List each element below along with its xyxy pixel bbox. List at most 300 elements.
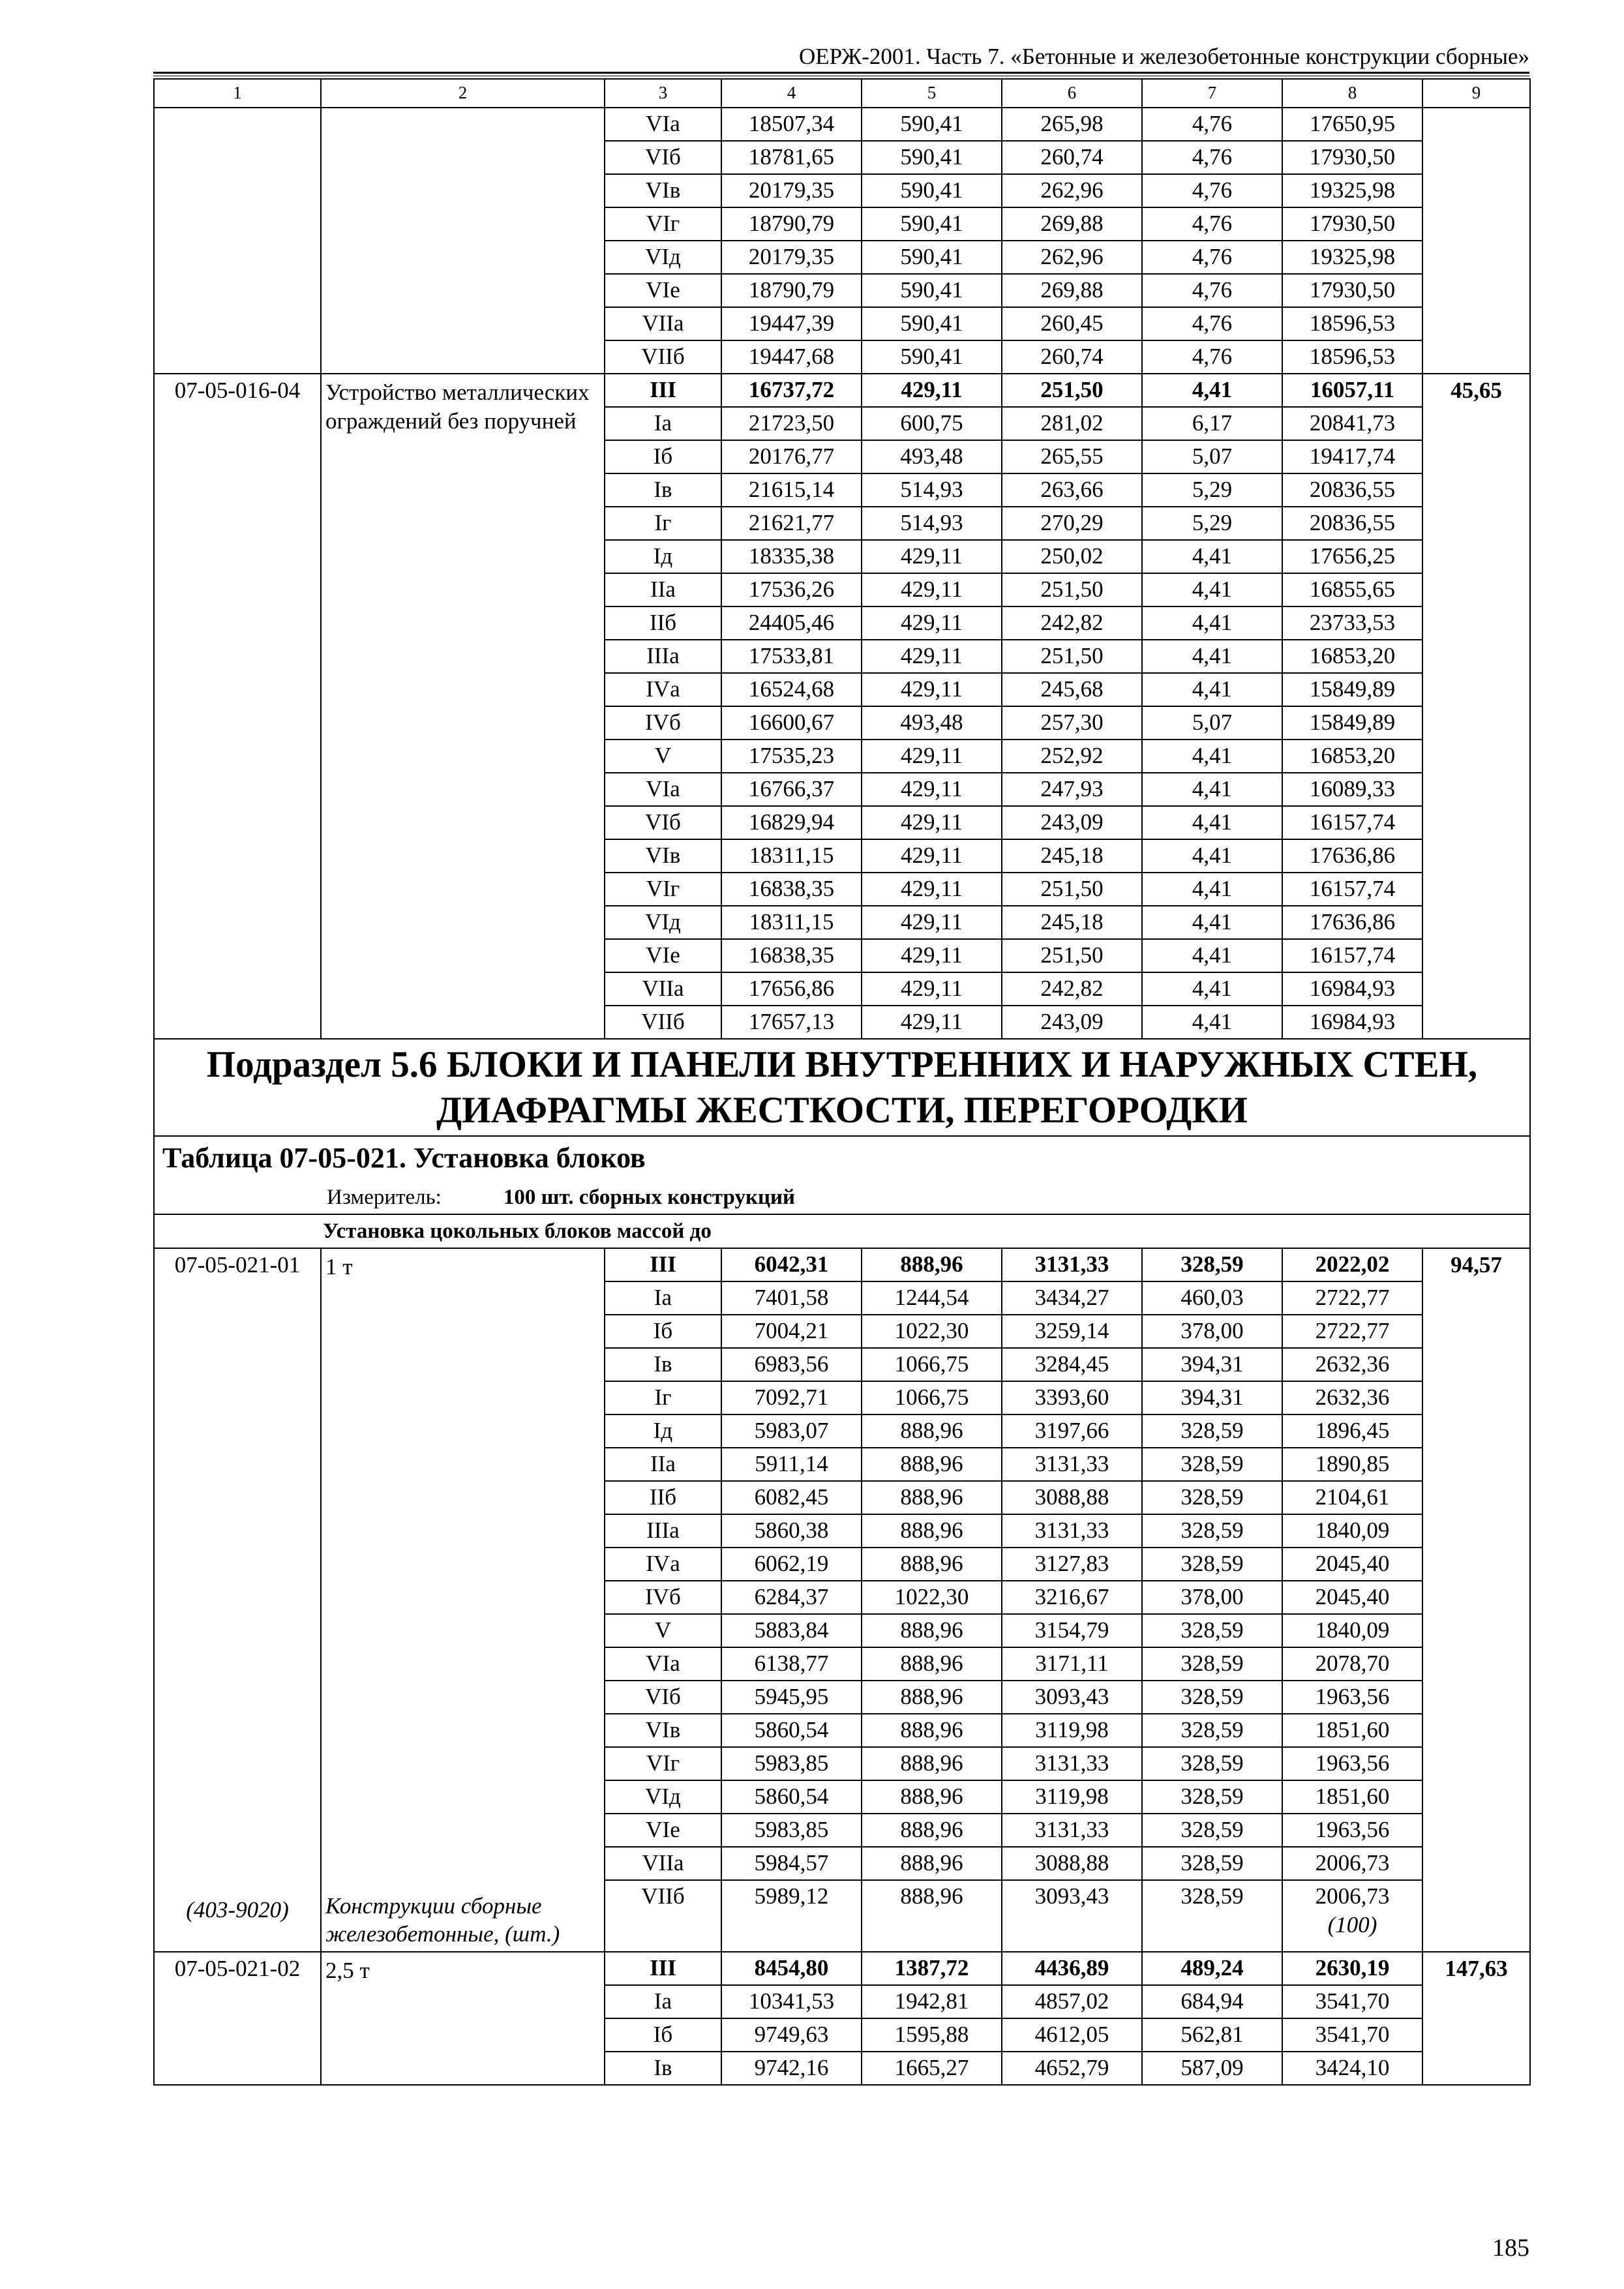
- value-cell: 15849,89: [1282, 673, 1422, 706]
- value-cell: 6284,37: [721, 1581, 862, 1614]
- value-cell: 16829,94: [721, 806, 862, 839]
- value-cell: 5983,85: [721, 1814, 862, 1847]
- value-cell: 3131,33: [1002, 1814, 1142, 1847]
- value-cell: 4,76: [1142, 307, 1282, 340]
- value-cell: 18507,34: [721, 108, 862, 141]
- value-cell: 888,96: [862, 1681, 1002, 1714]
- value-cell: 4,41: [1142, 573, 1282, 606]
- value-cell: 6042,31: [721, 1248, 862, 1281]
- value-cell: 1066,75: [862, 1348, 1002, 1381]
- zone-cell: III: [605, 374, 721, 407]
- value-cell: 8454,80: [721, 1952, 862, 1985]
- value-cell: 5,29: [1142, 473, 1282, 507]
- value-cell: 10341,53: [721, 1985, 862, 2018]
- resource-qty: (100): [1282, 1913, 1422, 1952]
- value-cell: 19325,98: [1282, 174, 1422, 207]
- value-cell: 378,00: [1142, 1315, 1282, 1348]
- value-cell: 888,96: [862, 1714, 1002, 1747]
- value-cell: 394,31: [1142, 1348, 1282, 1381]
- value-cell: 1942,81: [862, 1985, 1002, 2018]
- zone-cell: VIб: [605, 806, 721, 839]
- zone-cell: IVб: [605, 1581, 721, 1614]
- value-cell: 888,96: [862, 1780, 1002, 1814]
- zone-cell: V: [605, 1614, 721, 1647]
- value-cell: 5860,54: [721, 1714, 862, 1747]
- value-cell: 328,59: [1142, 1514, 1282, 1548]
- value-cell: 429,11: [862, 374, 1002, 407]
- value-cell: 429,11: [862, 1006, 1002, 1039]
- value-cell: 17657,13: [721, 1006, 862, 1039]
- value-cell: 429,11: [862, 540, 1002, 573]
- zone-cell: VIд: [605, 241, 721, 274]
- value-cell: 242,82: [1002, 606, 1142, 640]
- labor-cell: [1422, 108, 1530, 374]
- value-cell: 17636,86: [1282, 839, 1422, 873]
- value-cell: 17930,50: [1282, 274, 1422, 307]
- value-cell: 1022,30: [862, 1315, 1002, 1348]
- value-cell: 260,45: [1002, 307, 1142, 340]
- zone-cell: IIб: [605, 1481, 721, 1514]
- value-cell: 493,48: [862, 440, 1002, 473]
- value-cell: 6983,56: [721, 1348, 862, 1381]
- value-cell: 269,88: [1002, 274, 1142, 307]
- value-cell: 18781,65: [721, 141, 862, 174]
- value-cell: 265,55: [1002, 440, 1142, 473]
- zone-cell: Iд: [605, 540, 721, 573]
- zone-cell: VIIа: [605, 1847, 721, 1880]
- value-cell: 3088,88: [1002, 1847, 1142, 1880]
- value-cell: 1851,60: [1282, 1780, 1422, 1814]
- value-cell: 4,41: [1142, 873, 1282, 906]
- value-cell: 257,30: [1002, 706, 1142, 740]
- value-cell: 590,41: [862, 207, 1002, 241]
- zone-cell: IVа: [605, 673, 721, 706]
- value-cell: 1665,27: [862, 2052, 1002, 2085]
- value-cell: 4,41: [1142, 939, 1282, 972]
- zone-cell: VIб: [605, 1681, 721, 1714]
- value-cell: 247,93: [1002, 773, 1142, 806]
- zone-cell: VIа: [605, 1647, 721, 1681]
- value-cell: 460,03: [1142, 1281, 1282, 1315]
- value-cell: 4,76: [1142, 340, 1282, 374]
- column-number: 8: [1282, 79, 1422, 108]
- table-title-row: [154, 1136, 1530, 1180]
- value-cell: 4612,05: [1002, 2018, 1142, 2052]
- group-name: Установка цокольных блоков массой до: [154, 1214, 1530, 1248]
- value-cell: 888,96: [862, 1448, 1002, 1481]
- empty-cell: [605, 1913, 721, 1952]
- column-number: 2: [321, 79, 605, 108]
- zone-cell: VIв: [605, 839, 721, 873]
- value-cell: 18596,53: [1282, 340, 1422, 374]
- item-labor: 94,57: [1422, 1248, 1530, 1952]
- value-cell: 4,76: [1142, 241, 1282, 274]
- value-cell: 888,96: [862, 1514, 1002, 1548]
- zone-cell: Iб: [605, 440, 721, 473]
- value-cell: 4,76: [1142, 141, 1282, 174]
- value-cell: 328,59: [1142, 1414, 1282, 1448]
- item-labor: 45,65: [1422, 374, 1530, 1039]
- value-cell: 2632,36: [1282, 1381, 1422, 1414]
- value-cell: 20841,73: [1282, 407, 1422, 440]
- value-cell: 19325,98: [1282, 241, 1422, 274]
- value-cell: 245,18: [1002, 839, 1142, 873]
- value-cell: 4436,89: [1002, 1952, 1142, 1985]
- value-cell: 5983,85: [721, 1747, 862, 1780]
- zone-cell: IIа: [605, 573, 721, 606]
- value-cell: 3119,98: [1002, 1714, 1142, 1747]
- value-cell: 2632,36: [1282, 1348, 1422, 1381]
- value-cell: 3131,33: [1002, 1248, 1142, 1281]
- value-cell: 3259,14: [1002, 1315, 1142, 1348]
- value-cell: 590,41: [862, 174, 1002, 207]
- value-cell: 243,09: [1002, 806, 1142, 839]
- code-cell: [154, 108, 321, 374]
- value-cell: 18311,15: [721, 906, 862, 939]
- value-cell: 3131,33: [1002, 1747, 1142, 1780]
- value-cell: 17533,81: [721, 640, 862, 673]
- zone-cell: VIIб: [605, 1006, 721, 1039]
- value-cell: 3093,43: [1002, 1880, 1142, 1913]
- table-title: Таблица 07-05-021. Установка блоков: [154, 1136, 1530, 1180]
- value-cell: 6062,19: [721, 1548, 862, 1581]
- item-name: 1 т: [321, 1248, 605, 1880]
- value-cell: 2630,19: [1282, 1952, 1422, 1985]
- value-cell: 242,82: [1002, 972, 1142, 1006]
- value-cell: 16157,74: [1282, 939, 1422, 972]
- resource-code: (403-9020): [154, 1880, 321, 1952]
- meter-row: [154, 1180, 1530, 1214]
- value-cell: 1840,09: [1282, 1514, 1422, 1548]
- page-header: ОЕРЖ-2001. Часть 7. «Бетонные и железобетонные конструкции сборные»: [799, 44, 1529, 69]
- value-cell: 4,41: [1142, 673, 1282, 706]
- zone-cell: IIIа: [605, 640, 721, 673]
- value-cell: 6082,45: [721, 1481, 862, 1514]
- zone-cell: Iг: [605, 1381, 721, 1414]
- zone-cell: Iв: [605, 2052, 721, 2085]
- meter-label: Измеритель:: [327, 1185, 442, 1209]
- zone-cell: VIа: [605, 773, 721, 806]
- zone-cell: VIа: [605, 108, 721, 141]
- value-cell: 4,41: [1142, 374, 1282, 407]
- value-cell: 2045,40: [1282, 1548, 1422, 1581]
- value-cell: 251,50: [1002, 374, 1142, 407]
- value-cell: 4652,79: [1002, 2052, 1142, 2085]
- value-cell: 16089,33: [1282, 773, 1422, 806]
- value-cell: 888,96: [862, 1248, 1002, 1281]
- value-cell: 9749,63: [721, 2018, 862, 2052]
- value-cell: 1963,56: [1282, 1814, 1422, 1847]
- value-cell: 281,02: [1002, 407, 1142, 440]
- zone-cell: Iд: [605, 1414, 721, 1448]
- item-name: Устройство металлических ограждений без поручней: [321, 374, 605, 1039]
- value-cell: 2722,77: [1282, 1315, 1422, 1348]
- value-cell: 3541,70: [1282, 2018, 1422, 2052]
- value-cell: 4,76: [1142, 207, 1282, 241]
- value-cell: 1595,88: [862, 2018, 1002, 2052]
- zone-cell: VIд: [605, 1780, 721, 1814]
- value-cell: 590,41: [862, 307, 1002, 340]
- value-cell: 5,29: [1142, 507, 1282, 540]
- item-main-row: [154, 374, 1530, 407]
- value-cell: 20176,77: [721, 440, 862, 473]
- value-cell: 4,41: [1142, 972, 1282, 1006]
- value-cell: 17930,50: [1282, 141, 1422, 174]
- value-cell: 16766,37: [721, 773, 862, 806]
- value-cell: 5860,54: [721, 1780, 862, 1814]
- zone-cell: IIIа: [605, 1514, 721, 1548]
- column-number: 6: [1002, 79, 1142, 108]
- value-cell: 24405,46: [721, 606, 862, 640]
- column-number: 7: [1142, 79, 1282, 108]
- value-cell: 9742,16: [721, 2052, 862, 2085]
- value-cell: 590,41: [862, 274, 1002, 307]
- value-cell: 4,41: [1142, 806, 1282, 839]
- value-cell: 4,41: [1142, 906, 1282, 939]
- value-cell: 5945,95: [721, 1681, 862, 1714]
- value-cell: 20179,35: [721, 174, 862, 207]
- value-cell: 328,59: [1142, 1681, 1282, 1714]
- value-cell: 429,11: [862, 873, 1002, 906]
- value-cell: 1022,30: [862, 1581, 1002, 1614]
- value-cell: 262,96: [1002, 174, 1142, 207]
- zone-cell: VIв: [605, 174, 721, 207]
- column-number: 3: [605, 79, 721, 108]
- value-cell: 19447,39: [721, 307, 862, 340]
- column-number: 5: [862, 79, 1002, 108]
- value-cell: 251,50: [1002, 873, 1142, 906]
- value-cell: 3216,67: [1002, 1581, 1142, 1614]
- value-cell: 328,59: [1142, 1614, 1282, 1647]
- zone-cell: VIг: [605, 873, 721, 906]
- value-cell: 3197,66: [1002, 1414, 1142, 1448]
- value-cell: 888,96: [862, 1747, 1002, 1780]
- empty-cell: [721, 1913, 862, 1952]
- value-cell: 3434,27: [1002, 1281, 1142, 1315]
- value-cell: 328,59: [1142, 1747, 1282, 1780]
- column-number-row: [154, 79, 1530, 108]
- value-cell: 20836,55: [1282, 507, 1422, 540]
- value-cell: 3284,45: [1002, 1348, 1142, 1381]
- value-cell: 4,76: [1142, 108, 1282, 141]
- value-cell: 15849,89: [1282, 706, 1422, 740]
- value-cell: 18311,15: [721, 839, 862, 873]
- value-cell: 888,96: [862, 1414, 1002, 1448]
- zone-cell: VIе: [605, 1814, 721, 1847]
- value-cell: 328,59: [1142, 1847, 1282, 1880]
- value-cell: 6138,77: [721, 1647, 862, 1681]
- value-cell: 1963,56: [1282, 1681, 1422, 1714]
- value-cell: 17930,50: [1282, 207, 1422, 241]
- value-cell: 1896,45: [1282, 1414, 1422, 1448]
- value-cell: 1840,09: [1282, 1614, 1422, 1647]
- value-cell: 3541,70: [1282, 1985, 1422, 2018]
- value-cell: 2006,73: [1282, 1880, 1422, 1913]
- value-cell: 6,17: [1142, 407, 1282, 440]
- zone-cell: VIIа: [605, 307, 721, 340]
- value-cell: 252,92: [1002, 740, 1142, 773]
- value-cell: 17535,23: [721, 740, 862, 773]
- zone-cell: V: [605, 740, 721, 773]
- empty-cell: [1002, 1913, 1142, 1952]
- zone-cell: IIб: [605, 606, 721, 640]
- page-number: 185: [1492, 2234, 1529, 2262]
- value-cell: 429,11: [862, 972, 1002, 1006]
- name-cell: [321, 108, 605, 374]
- column-number: 4: [721, 79, 862, 108]
- value-cell: 19417,74: [1282, 440, 1422, 473]
- item-main-row: [154, 1952, 1530, 1985]
- value-cell: 270,29: [1002, 507, 1142, 540]
- table-body: [154, 79, 1530, 2085]
- value-cell: 21723,50: [721, 407, 862, 440]
- zone-cell: VIб: [605, 141, 721, 174]
- zone-cell: VIе: [605, 939, 721, 972]
- meter-cell: [154, 1180, 1530, 1214]
- value-cell: 243,09: [1002, 1006, 1142, 1039]
- value-cell: 5984,57: [721, 1847, 862, 1880]
- value-cell: 4,41: [1142, 773, 1282, 806]
- value-cell: 4,41: [1142, 606, 1282, 640]
- value-cell: 4,76: [1142, 274, 1282, 307]
- value-cell: 7004,21: [721, 1315, 862, 1348]
- value-cell: 4857,02: [1002, 1985, 1142, 2018]
- value-cell: 251,50: [1002, 573, 1142, 606]
- value-cell: 7092,71: [721, 1381, 862, 1414]
- value-cell: 429,11: [862, 606, 1002, 640]
- value-cell: 2006,73: [1282, 1847, 1422, 1880]
- column-number: 1: [154, 79, 321, 108]
- zone-cell: Iа: [605, 407, 721, 440]
- header-rule: [153, 72, 1529, 74]
- zone-cell: IVб: [605, 706, 721, 740]
- empty-cell: [862, 1913, 1002, 1952]
- value-cell: 429,11: [862, 839, 1002, 873]
- value-cell: 590,41: [862, 241, 1002, 274]
- value-cell: 600,75: [862, 407, 1002, 440]
- value-cell: 888,96: [862, 1548, 1002, 1581]
- value-cell: 3093,43: [1002, 1681, 1142, 1714]
- value-cell: 18790,79: [721, 274, 862, 307]
- value-cell: 328,59: [1142, 1248, 1282, 1281]
- value-cell: 590,41: [862, 340, 1002, 374]
- value-cell: 16737,72: [721, 374, 862, 407]
- value-cell: 3119,98: [1002, 1780, 1142, 1814]
- value-cell: 328,59: [1142, 1548, 1282, 1581]
- value-cell: 1963,56: [1282, 1747, 1422, 1780]
- value-cell: 265,98: [1002, 108, 1142, 141]
- zone-cell: VIг: [605, 207, 721, 241]
- value-cell: 20179,35: [721, 241, 862, 274]
- item-code: 07-05-021-01: [154, 1248, 321, 1880]
- value-cell: 328,59: [1142, 1814, 1282, 1847]
- value-cell: 429,11: [862, 573, 1002, 606]
- value-cell: 16524,68: [721, 673, 862, 706]
- price-table: [153, 78, 1531, 2086]
- subsection-row: [154, 1039, 1530, 1136]
- item-code: 07-05-016-04: [154, 374, 321, 1039]
- zone-cell: VIIб: [605, 1880, 721, 1913]
- value-cell: 562,81: [1142, 2018, 1282, 2052]
- value-cell: 888,96: [862, 1814, 1002, 1847]
- value-cell: 3424,10: [1282, 2052, 1422, 2085]
- value-cell: 888,96: [862, 1481, 1002, 1514]
- value-cell: 7401,58: [721, 1281, 862, 1315]
- value-cell: 19447,68: [721, 340, 862, 374]
- value-cell: 2104,61: [1282, 1481, 1422, 1514]
- value-cell: 4,41: [1142, 640, 1282, 673]
- value-cell: 3131,33: [1002, 1514, 1142, 1548]
- value-cell: 429,11: [862, 906, 1002, 939]
- value-cell: 429,11: [862, 740, 1002, 773]
- value-cell: 514,93: [862, 473, 1002, 507]
- item-main-row: [154, 1248, 1530, 1281]
- value-cell: 16157,74: [1282, 806, 1422, 839]
- value-cell: 17636,86: [1282, 906, 1422, 939]
- value-cell: 3171,11: [1002, 1647, 1142, 1681]
- value-cell: 328,59: [1142, 1647, 1282, 1681]
- value-cell: 21621,77: [721, 507, 862, 540]
- value-cell: 16057,11: [1282, 374, 1422, 407]
- value-cell: 328,59: [1142, 1880, 1282, 1913]
- value-cell: 489,24: [1142, 1952, 1282, 1985]
- value-cell: 3088,88: [1002, 1481, 1142, 1514]
- table-row: [154, 1880, 1530, 1913]
- value-cell: 251,50: [1002, 640, 1142, 673]
- group-row: [154, 1214, 1530, 1248]
- value-cell: 328,59: [1142, 1481, 1282, 1514]
- zone-cell: VIе: [605, 274, 721, 307]
- value-cell: 23733,53: [1282, 606, 1422, 640]
- value-cell: 5911,14: [721, 1448, 862, 1481]
- value-cell: 888,96: [862, 1647, 1002, 1681]
- value-cell: 1244,54: [862, 1281, 1002, 1315]
- value-cell: 684,94: [1142, 1985, 1282, 2018]
- value-cell: 4,76: [1142, 174, 1282, 207]
- value-cell: 18596,53: [1282, 307, 1422, 340]
- value-cell: 260,74: [1002, 340, 1142, 374]
- value-cell: 16853,20: [1282, 640, 1422, 673]
- value-cell: 17650,95: [1282, 108, 1422, 141]
- zone-cell: VIв: [605, 1714, 721, 1747]
- value-cell: 4,41: [1142, 540, 1282, 573]
- zone-cell: Iб: [605, 2018, 721, 2052]
- value-cell: 262,96: [1002, 241, 1142, 274]
- zone-cell: IVа: [605, 1548, 721, 1581]
- value-cell: 5989,12: [721, 1880, 862, 1913]
- value-cell: 5883,84: [721, 1614, 862, 1647]
- zone-cell: IIа: [605, 1448, 721, 1481]
- value-cell: 1066,75: [862, 1381, 1002, 1414]
- value-cell: 16157,74: [1282, 873, 1422, 906]
- value-cell: 251,50: [1002, 939, 1142, 972]
- value-cell: 4,41: [1142, 1006, 1282, 1039]
- value-cell: 2078,70: [1282, 1647, 1422, 1681]
- value-cell: 2722,77: [1282, 1281, 1422, 1315]
- value-cell: 16853,20: [1282, 740, 1422, 773]
- zone-cell: VIг: [605, 1747, 721, 1780]
- value-cell: 21615,14: [721, 473, 862, 507]
- value-cell: 263,66: [1002, 473, 1142, 507]
- value-cell: 18790,79: [721, 207, 862, 241]
- value-cell: 2045,40: [1282, 1581, 1422, 1614]
- value-cell: 429,11: [862, 640, 1002, 673]
- value-cell: 394,31: [1142, 1381, 1282, 1414]
- zone-cell: Iа: [605, 1985, 721, 2018]
- value-cell: 590,41: [862, 108, 1002, 141]
- value-cell: 16838,35: [721, 873, 862, 906]
- value-cell: 378,00: [1142, 1581, 1282, 1614]
